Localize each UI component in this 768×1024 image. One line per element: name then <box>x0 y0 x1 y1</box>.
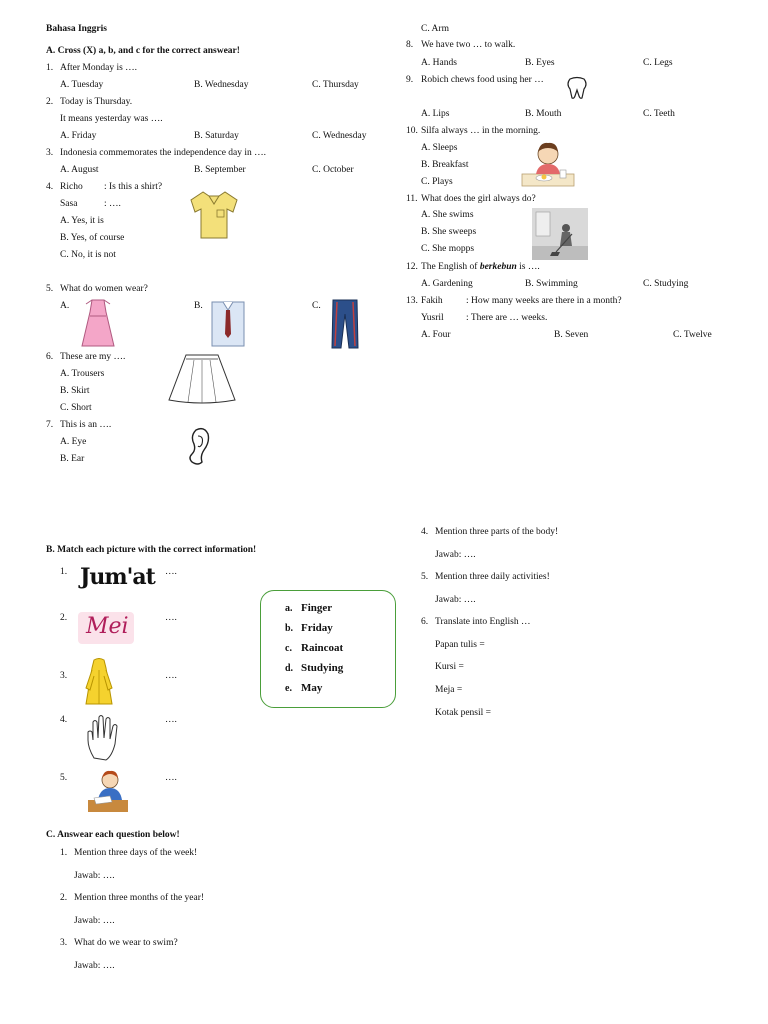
option-c[interactable]: C. Arm <box>421 24 449 34</box>
question-text: Mention three days of the week! <box>74 848 198 858</box>
question-number: 2. <box>46 97 54 107</box>
option-c[interactable]: C. Plays <box>421 177 453 187</box>
dress-image <box>80 298 116 350</box>
match-option-word: Raincoat <box>301 642 344 654</box>
question-text: What does the girl always do? <box>421 194 536 204</box>
match-item-number: 5. <box>60 773 68 783</box>
girl-sweeping-image <box>532 208 588 260</box>
hand-image <box>84 712 124 762</box>
match-option-word: May <box>301 682 323 694</box>
mei-picture-text: Mei <box>86 614 129 639</box>
option-b[interactable]: B. Swimming <box>525 279 578 289</box>
question-number: 4. <box>421 527 429 537</box>
question-number: 12. <box>406 262 418 272</box>
match-item-blank[interactable]: …. <box>165 671 177 681</box>
question-text: The English of berkebun is …. <box>421 262 540 272</box>
answer-field[interactable]: Jawab: …. <box>74 961 115 971</box>
question-text: Indonesia commemorates the independence day in …. <box>60 148 267 158</box>
question-number: 7. <box>46 420 54 430</box>
option-a[interactable]: A. She swims <box>421 210 474 220</box>
dialog-speaker: Fakih <box>421 296 443 306</box>
option-b[interactable]: B. Ear <box>60 454 85 464</box>
question-text: What do women wear? <box>60 284 148 294</box>
option-a[interactable]: A. Hands <box>421 58 457 68</box>
translate-item[interactable]: Kotak pensil = <box>435 708 492 718</box>
option-a[interactable]: A. <box>60 301 70 311</box>
answer-field[interactable]: Jawab: …. <box>435 550 476 560</box>
match-option-letter: c. <box>285 643 292 654</box>
question-number: 10. <box>406 126 418 136</box>
shirt-and-tie-image <box>210 298 246 348</box>
option-c[interactable]: C. No, it is not <box>60 250 116 260</box>
jumat-picture-text: Jum'at <box>80 564 155 590</box>
option-b[interactable]: B. Breakfast <box>421 160 469 170</box>
answer-field[interactable]: Jawab: …. <box>74 871 115 881</box>
section-c-heading: C. Answear each question below! <box>46 830 180 840</box>
question-number: 13. <box>406 296 418 306</box>
question-number: 6. <box>46 352 54 362</box>
dialog-line: : There are … weeks. <box>466 313 548 323</box>
option-a[interactable]: A. Gardening <box>421 279 473 289</box>
match-item-number: 2. <box>60 613 68 623</box>
subject-title: Bahasa Inggris <box>46 24 107 34</box>
question-text: After Monday is …. <box>60 63 138 73</box>
option-a[interactable]: A. Tuesday <box>60 80 104 90</box>
match-item-blank[interactable]: …. <box>165 715 177 725</box>
dialog-line: : Is this a shirt? <box>104 182 163 192</box>
option-c[interactable]: C. Wednesday <box>312 131 367 141</box>
question-text: Robich chews food using her … <box>421 75 544 85</box>
question-text: Translate into English … <box>435 617 531 627</box>
dialog-speaker: Sasa <box>60 199 78 209</box>
option-a[interactable]: A. Yes, it is <box>60 216 104 226</box>
question-number: 9. <box>406 75 414 85</box>
dialog-speaker: Yusril <box>421 313 444 323</box>
jeans-image <box>330 298 360 350</box>
option-a[interactable]: A. Four <box>421 330 451 340</box>
question-text: We have two … to walk. <box>421 40 516 50</box>
option-c[interactable]: C. She mopps <box>421 244 475 254</box>
section-b-heading: B. Match each picture with the correct information! <box>46 545 257 555</box>
answer-field[interactable]: Jawab: …. <box>74 916 115 926</box>
match-item-number: 3. <box>60 671 68 681</box>
option-a[interactable]: A. August <box>60 165 99 175</box>
option-c[interactable]: C. Short <box>60 403 92 413</box>
option-b[interactable]: B. September <box>194 165 246 175</box>
option-c[interactable]: C. Twelve <box>673 330 712 340</box>
match-option-letter: a. <box>285 603 293 614</box>
match-option-word: Friday <box>301 622 333 634</box>
match-item-blank[interactable]: …. <box>165 613 177 623</box>
question-text: Today is Thursday. <box>60 97 133 107</box>
question-text-line2: It means yesterday was …. <box>60 114 163 124</box>
option-a[interactable]: A. Trousers <box>60 369 105 379</box>
question-number: 5. <box>421 572 429 582</box>
question-text: Mention three parts of the body! <box>435 527 559 537</box>
question-text: These are my …. <box>60 352 126 362</box>
option-b[interactable]: B. Mouth <box>525 109 562 119</box>
dialog-line: : …. <box>104 199 121 209</box>
question-number: 6. <box>421 617 429 627</box>
match-item-blank[interactable]: …. <box>165 567 177 577</box>
question-number: 5. <box>46 284 54 294</box>
raincoat-image <box>84 658 114 708</box>
option-a[interactable]: A. Friday <box>60 131 97 141</box>
shirt-image <box>185 186 241 244</box>
option-b[interactable]: B. Skirt <box>60 386 90 396</box>
option-b[interactable]: B. Saturday <box>194 131 239 141</box>
option-b[interactable]: B. Seven <box>554 330 589 340</box>
answer-field[interactable]: Jawab: …. <box>435 595 476 605</box>
match-item-number: 4. <box>60 715 68 725</box>
match-item-number: 1. <box>60 567 68 577</box>
translate-item[interactable]: Papan tulis = <box>435 640 485 650</box>
skirt-image <box>166 352 238 404</box>
option-c[interactable]: C. Teeth <box>643 109 675 119</box>
question-number: 4. <box>46 182 54 192</box>
match-item-blank[interactable]: …. <box>165 773 177 783</box>
option-c[interactable]: C. October <box>312 165 354 175</box>
option-b[interactable]: B. Wednesday <box>194 80 249 90</box>
question-text: What do we wear to swim? <box>74 938 178 948</box>
question-number: 3. <box>46 148 54 158</box>
girl-breakfast-image <box>520 140 576 188</box>
question-number: 11. <box>406 194 418 204</box>
question-text: Silfa always … in the morning. <box>421 126 541 136</box>
option-c[interactable]: C. Legs <box>643 58 673 68</box>
question-number: 2. <box>60 893 68 903</box>
option-b[interactable]: B. <box>194 301 203 311</box>
option-c[interactable]: C. <box>312 301 321 311</box>
ear-image <box>184 426 212 466</box>
option-a[interactable]: A. Sleeps <box>421 143 458 153</box>
question-number: 1. <box>60 848 68 858</box>
match-option-letter: d. <box>285 663 294 674</box>
dialog-line: : How many weeks are there in a month? <box>466 296 622 306</box>
option-c[interactable]: C. Studying <box>643 279 689 289</box>
studying-boy-image <box>84 766 132 814</box>
question-text: This is an …. <box>60 420 112 430</box>
option-b[interactable]: B. Yes, of course <box>60 233 125 243</box>
translate-item[interactable]: Meja = <box>435 685 463 695</box>
question-text: Mention three months of the year! <box>74 893 205 903</box>
option-b[interactable]: B. She sweeps <box>421 227 477 237</box>
dialog-speaker: Richo <box>60 182 83 192</box>
option-c[interactable]: C. Thursday <box>312 80 359 90</box>
match-option-letter: e. <box>285 683 292 694</box>
match-option-word: Finger <box>301 602 333 614</box>
translate-item[interactable]: Kursi = <box>435 662 464 672</box>
option-a[interactable]: A. Lips <box>421 109 450 119</box>
question-number: 3. <box>60 938 68 948</box>
match-option-word: Studying <box>301 662 344 674</box>
question-number: 8. <box>406 40 414 50</box>
section-a-heading: A. Cross (X) a, b, and c for the correct answear! <box>46 46 240 56</box>
match-option-letter: b. <box>285 623 294 634</box>
question-text: Mention three daily activities! <box>435 572 550 582</box>
option-a[interactable]: A. Eye <box>60 437 87 447</box>
question-number: 1. <box>46 63 54 73</box>
tooth-icon <box>566 76 588 100</box>
option-b[interactable]: B. Eyes <box>525 58 555 68</box>
